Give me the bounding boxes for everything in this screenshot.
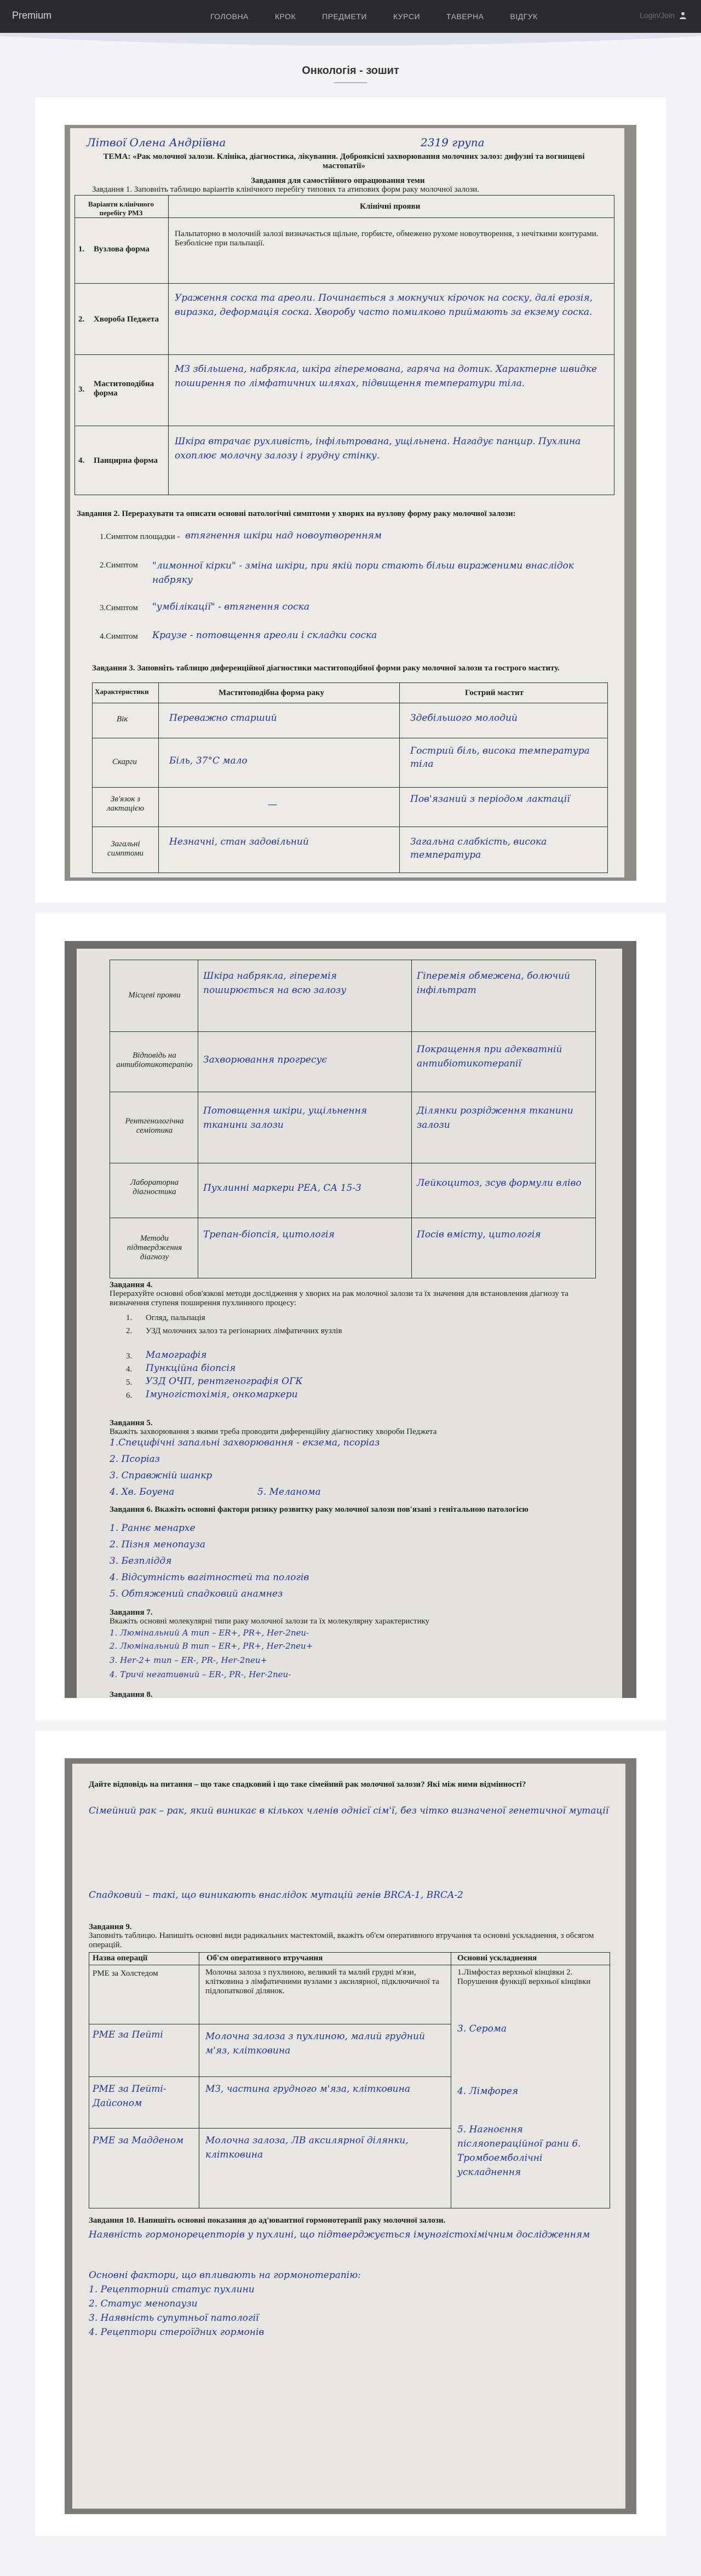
task4-item-number: 5. — [126, 1378, 133, 1387]
task9-row-name: РМЕ за Пейті-Дайсоном — [93, 2084, 166, 2109]
scan-image-1 — [65, 125, 636, 881]
task2-item-value: Краузе - потовщення ареоли і складки соска — [152, 630, 377, 641]
task4-item-text: Мамографія — [146, 1350, 207, 1361]
task3-row-cancer: Незначні, стан задовільний — [169, 836, 309, 847]
task2-item-label: 2.Симптом — [100, 561, 138, 570]
task2-item-label: 4.Симптом — [100, 632, 138, 641]
task1-row-number: 1. — [78, 245, 85, 254]
task1-row-value: Ураження соска та ареоли. Починається з мокнучих кірочок на соску, далі ерозія, виразка, деформація соска. Хворобу часто помилково приймають за екзему соска. — [175, 292, 593, 318]
task9-row-name: РМЕ за Мадденом — [93, 2135, 184, 2146]
task9-row-name: РМЕ за Холстедом — [93, 1969, 158, 1978]
task3-header-characteristics: Характеристики — [95, 687, 149, 696]
compare-row-mastitis: Посів вмісту, цитологія — [417, 1229, 541, 1240]
task3-row-name: Зв'язок з лактацією — [106, 795, 145, 813]
task9-row-complications: 5. Нагноєння післяопераційної рани 6. Тромбоемболічні ускладнення — [457, 2124, 581, 2178]
task1-header-manifestations: Клінічні прояви — [360, 202, 421, 211]
worksheet-page-2 — [77, 949, 622, 1698]
task4-item-text: Імуногістохімія, онкомаркери — [146, 1389, 298, 1400]
task9-table — [89, 1952, 610, 2208]
task5-text: Вкажіть захворювання з якими треба проводити диференційну діагностику хвороби Педжета — [110, 1427, 437, 1436]
compare-row-mastitis: Ділянки розрідження тканини залози — [417, 1105, 573, 1131]
task6-item: 1. Раннє менархе — [110, 1523, 196, 1534]
task9-row-complications: 1.Лімфостаз верхньої кінцівки 2. Порушення функції верхньої кінцівки — [457, 1968, 591, 1986]
answer-hereditary: Спадковий – такі, що виникають внаслідок мутацій генів BRCA-1, BRCA-2 — [89, 1890, 463, 1901]
nav-home[interactable]: ГОЛОВНА — [210, 12, 249, 21]
task10-title: Завдання 10. Напишіть основні показання до ад'ювантної гормонотерапії раку молочної залози. — [89, 2216, 446, 2225]
task2-item-label: 1.Симптом площадки - — [100, 532, 180, 541]
worksheet-page-1 — [70, 128, 624, 877]
task1-header-variant: Варіанти клінічного перебігу РМЗ — [88, 200, 154, 217]
task8-peek: Завдання 8. — [110, 1690, 153, 1698]
task10-list-item: 3. Наявність супутньої патології — [89, 2313, 259, 2323]
task3-table — [92, 682, 608, 873]
login-label: Login/Join — [640, 11, 675, 20]
compare-row-cancer: Трепан-біопсія, цитологія — [203, 1229, 335, 1240]
task7-text: Вкажіть основні молекулярні типи раку молочної залози та їх молекулярну характеристику — [110, 1617, 430, 1626]
task9-header-complications: Основні ускладнення — [457, 1954, 537, 1963]
task1-row-number: 3. — [78, 385, 85, 394]
task10-answer: Наявність гормонорецепторів у пухлині, що підтверджується імуногістохімічним дослідженням — [89, 2229, 590, 2240]
main-nav — [197, 0, 551, 33]
task1-row-name: Панцирна форма — [94, 456, 158, 465]
task1-row-number: 2. — [78, 315, 85, 324]
student-group: 2319 група — [421, 136, 485, 149]
answer-familial: Сімейний рак – рак, який виникає в кількох членів однієї сім'ї, без чітко визначеної генетичної мутації — [89, 1805, 609, 1816]
task3-row-mastitis: Здебільшого молодий — [410, 713, 518, 724]
task10-list-item: 2. Статус менопаузи — [89, 2298, 198, 2309]
task7-item: 3. Her-2+ тип – ER-, PR-, Her-2neu+ — [110, 1655, 268, 1665]
task9-row-volume: Молочна залоза, ЛВ аксилярної ділянки, клітковина — [205, 2135, 409, 2160]
task7-item: 4. Тричі негативний – ER-, PR-, Her-2neu- — [110, 1669, 291, 1679]
task4-item-text: Пункційна біопсія — [146, 1363, 236, 1374]
header-curve-decoration — [0, 33, 701, 53]
section-heading: Завдання для самостійного опрацювання теми — [251, 176, 425, 185]
task3-row-cancer: Переважно старший — [169, 713, 277, 724]
task3-continuation-table — [110, 960, 596, 1278]
task9-header-name: Назва операції — [93, 1954, 148, 1963]
task3-row-cancer: Біль, 37°С мало — [169, 755, 248, 766]
task10-list-item: Основні фактори, що впливають на гормонотерапію: — [89, 2270, 361, 2281]
compare-row-name: Лабораторна діагностика — [130, 1178, 179, 1196]
user-icon — [679, 12, 687, 19]
login-link[interactable] — [640, 11, 687, 20]
task1-row-number: 4. — [78, 456, 85, 465]
task4-item-number: 4. — [126, 1365, 133, 1374]
task6-item: 2. Пізня менопауза — [110, 1539, 205, 1550]
compare-row-cancer: Захворювання прогресує — [203, 1054, 327, 1065]
task9-row-name: РМЕ за Пейті — [93, 2029, 163, 2040]
task4-item-number: 6. — [126, 1391, 133, 1400]
scan-image-2 — [65, 941, 636, 1698]
task1-row-value: Шкіра втрачає рухливість, інфільтрована, ущільнена. Нагадує панцир. Пухлина охоплює молочну залозу і грудну стінку. — [175, 436, 581, 461]
compare-row-name: Місцеві прояви — [128, 991, 181, 1000]
task9-header-volume: Об'єм оперативного втручання — [206, 1954, 323, 1963]
compare-row-cancer: Шкіра набрякла, гіперемія поширюється на всю залозу — [203, 971, 347, 996]
task3-row-mastitis: Пов'язаний з періодом лактації — [410, 794, 570, 805]
task3-row-mastitis: Загальна слабкість, висока температура — [410, 836, 547, 860]
task1-row-value: МЗ збільшена, набрякла, шкіра гіперемована, гаряча на дотик. Характерне швидке поширення по лімфатичних шляхах, підвищення температури тіла. — [175, 364, 597, 389]
scan-image-3 — [65, 1758, 636, 2514]
task3-row-mastitis: Гострий біль, висока температура тіла — [410, 745, 590, 770]
nav-krok[interactable]: КРОК — [274, 12, 296, 21]
task4-item-number: 3. — [126, 1352, 133, 1361]
task3-row-name: Скарги — [112, 758, 137, 766]
task4-item-number: 2. — [126, 1327, 133, 1335]
task9-row-volume: Молочна залоза з пухлиною, великий та малий грудні м'язи, клітковина з лімфатичними вузлами з аксилярної, підключичної та підлопаткової ділянок. — [205, 1968, 439, 1995]
task1-row-value: Пальпаторно в молочній залозі визначається щільне, горбисте, обмежено рухоме новоутворення, з нечіткими контурами. Безболісне при пальпації. — [175, 230, 599, 248]
task4-item-number: 1. — [126, 1313, 133, 1322]
task5-title: Завдання 5. — [110, 1419, 153, 1427]
task6-item: 5. Обтяжений спадковий анамнез — [110, 1588, 283, 1599]
topic-text: ТЕМА: «Рак молочної залози. Клініка, діагностика, лікування. Доброякісні захворювання молочних залоз: дифузні та вогнищеві мастопатії» — [103, 152, 585, 170]
task6-item: 4. Відсутність вагітностей та пологів — [110, 1572, 309, 1583]
task1-row-name: Маститоподібна форма — [94, 380, 154, 398]
nav-courses[interactable]: КУРСИ — [393, 12, 421, 21]
task1-text: Завдання 1. Заповніть таблицю варіантів клінічного перебігу типових та атипових форм раку молочної залози. — [92, 185, 480, 194]
task3-row-name: Загальні симптоми — [107, 840, 144, 858]
task1-row-name: Хвороба Педжета — [94, 315, 159, 324]
task3-text: Завдання 3. Заповніть таблицю диференційної діагностики маститоподібної форми раку молочної залози та гострого маститу. — [92, 664, 560, 673]
task2-item-value: втягнення шкіри над новоутворенням — [185, 530, 382, 541]
nav-tavern[interactable]: ТАВЕРНА — [446, 12, 484, 21]
task2-text: Завдання 2. Перерахувати та описати основні патологічні симптоми у хворих на вузлову форму раку молочної залози: — [77, 509, 516, 518]
image-card-3 — [35, 1731, 666, 2536]
compare-row-mastitis: Покращення при адекватній антибіотикотерапії — [417, 1044, 562, 1069]
task5-item: 3. Справжній шанкр — [110, 1470, 212, 1481]
task9-row-volume: МЗ, частина грудного м'яза, клітковина — [205, 2084, 410, 2095]
task4-item-text: УЗД ОЧП, рентгенографія ОГК — [146, 1376, 303, 1387]
compare-row-name: Відповідь на антибіотикотерапію — [116, 1051, 193, 1069]
task10-list-item: 4. Рецептори стероїдних гормонів — [89, 2327, 265, 2338]
task7-title: Завдання 7. — [110, 1608, 153, 1617]
task3-row-name: Вік — [117, 715, 128, 724]
compare-row-name: Методи підтвердження діагнозу — [127, 1234, 182, 1261]
task1-row-name: Вузлова форма — [94, 245, 150, 254]
task6-item: 3. Безпліддя — [110, 1556, 172, 1567]
image-card-1 — [35, 97, 666, 903]
brand-logo[interactable]: Premium — [12, 10, 52, 21]
task3-header-cancer: Маститоподібна форма раку — [219, 689, 324, 697]
task7-item: 2. Люмінальний В тип – ER+, PR+, Her-2neu+ — [110, 1641, 313, 1651]
task3-header-mastitis: Гострий мастит — [465, 689, 524, 697]
task2-item-value: "лимонної кірки" - зміна шкіри, при якій пори стають більш вираженими внаслідок набряку — [152, 560, 574, 586]
task9-row-volume: Молочна залоза з пухлиною, малий грудний м'яз, клітковина — [205, 2031, 425, 2056]
task5-item: 2. Псоріаз — [110, 1454, 160, 1465]
student-name: Літвої Олена Андріївна — [87, 136, 226, 149]
top-navbar — [0, 0, 701, 33]
task1-table — [74, 195, 614, 495]
task9-row-complications: 4. Лімфорея — [457, 2086, 519, 2097]
task2-item-value: "умбілікації" - втягнення соска — [152, 601, 309, 612]
compare-row-cancer: Потовщення шкіри, ущільнення тканини залози — [203, 1105, 367, 1131]
task9-text: Заповніть таблицю. Напишіть основні види радикальних мастектомій, вкажіть об'єм оперативного втручання та основні ускладнення, з обсягом операцій. — [89, 1931, 594, 1949]
question-text: Дайте відповідь на питання – що таке спадковий і що таке сімейний рак молочної залози? Які між ними відмінності? — [89, 1780, 526, 1789]
task7-item: 1. Люмінальний А тип – ER+, PR+, Her-2neu- — [110, 1628, 309, 1638]
task5-item: 1.Специфічні запальні захворювання - екзема, псоріаз — [110, 1437, 380, 1448]
nav-subjects[interactable]: ПРЕДМЕТИ — [322, 12, 367, 21]
task4-item-text: УЗД молочних залоз та регіонарних лімфатичних вузлів — [146, 1327, 342, 1335]
page-title: Онкологія - зошит — [302, 65, 399, 77]
compare-row-name: Рентгенологічна семіотика — [125, 1117, 184, 1135]
task6-title: Завдання 6. Вкажіть основні фактори ризику розвитку раку молочної залози пов'язані з генітальною патологією — [110, 1505, 528, 1514]
worksheet-page-3 — [72, 1764, 625, 2509]
task4-title: Завдання 4. — [110, 1281, 153, 1289]
task5-item: 5. Меланома — [257, 1487, 321, 1498]
nav-feedback[interactable]: ВІДГУК — [510, 12, 538, 21]
task3-row-cancer: — — [268, 799, 277, 810]
task9-title: Завдання 9. — [89, 1923, 132, 1931]
task4-text: Перерахуйте основні обов'язкові методи дослідження у хворих на рак молочної залози та їх значення для встановлення діагнозу та визначення ступеня поширення пухлинного процесу: — [110, 1289, 568, 1307]
task9-row-complications: 3. Серома — [457, 2023, 507, 2034]
compare-row-mastitis: Гіперемія обмежена, болючий інфільтрат — [417, 971, 571, 996]
image-card-2 — [35, 914, 666, 1720]
task2-item-label: 3.Симптом — [100, 604, 138, 612]
task5-item: 4. Хв. Боуена — [110, 1487, 175, 1498]
compare-row-cancer: Пухлинні маркери РЕА, СА 15-3 — [203, 1183, 361, 1194]
task10-list-item: 1. Рецепторний статус пухлини — [89, 2284, 255, 2295]
title-underline — [334, 82, 367, 83]
compare-row-mastitis: Лейкоцитоз, зсув формули вліво — [417, 1178, 582, 1189]
task4-item-text: Огляд, пальпація — [146, 1313, 205, 1322]
